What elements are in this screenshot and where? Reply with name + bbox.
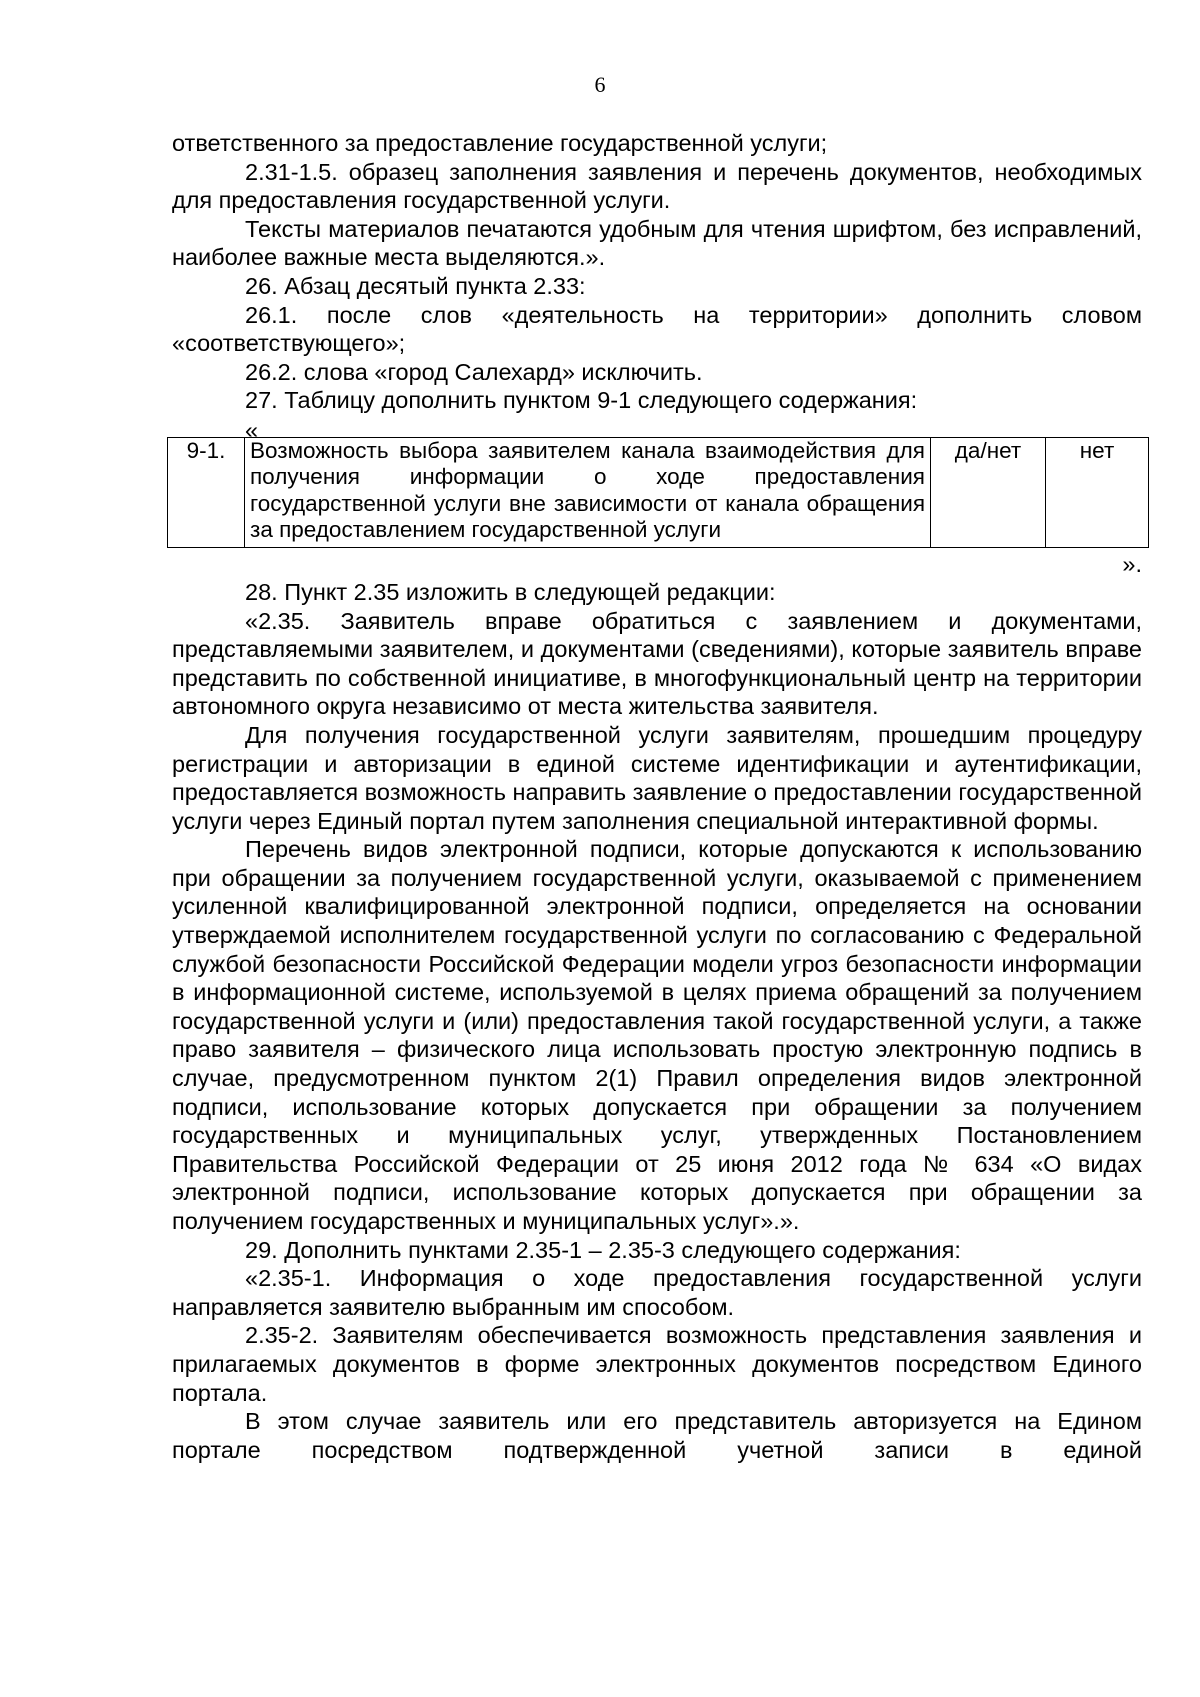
- page-number: 6: [594, 72, 606, 97]
- paragraph: Для получения государственной услуги заявителям, прошедшим процедуру регистрации и авторизации в единой системе идентификации и аутентификации, предоставляется возможность направить заявление о предоставлении государственной услуги через Единый портал путем заполнения специальной интерактивной формы.: [172, 721, 1142, 834]
- paragraph: 2.35-2. Заявителям обеспечивается возможность представления заявления и прилагаемых документов в форме электронных документов посредством Единого портала.: [172, 1322, 1142, 1406]
- closing-quote: ».: [1122, 550, 1142, 577]
- document-body: [172, 129, 1142, 1464]
- paragraph: ответственного за предоставление государственной услуги;: [172, 130, 828, 156]
- paragraph: 26. Абзац десятый пункта 2.33:: [245, 272, 586, 299]
- table-cell-value: нет: [1046, 437, 1149, 547]
- table-cell-description: Возможность выбора заявителем канала взаимодействия для получения информации о ходе предоставления государственной услуги вне зависимости от канала обращения за предоставлением государственной услуги: [245, 437, 931, 547]
- opening-quote: «: [245, 416, 259, 443]
- table-row: [168, 437, 1149, 547]
- table-cell-value: да/нет: [931, 437, 1046, 547]
- paragraph: 26.1. после слов «деятельность на территории» дополнить словом «соответствующего»;: [172, 301, 1142, 357]
- paragraph: 26.2. слова «город Салехард» исключить.: [245, 358, 703, 385]
- paragraph: «2.35-1. Информация о ходе предоставления государственной услуги направляется заявителю выбранным им способом.: [172, 1265, 1142, 1320]
- inserted-table: [167, 437, 1149, 548]
- table-cell-number: 9-1.: [168, 437, 245, 547]
- paragraph: В этом случае заявитель или его представитель авторизуется на Едином портале посредством подтвержденной учетной записи в единой: [172, 1408, 1142, 1463]
- paragraph: 28. Пункт 2.35 изложить в следующей редакции:: [245, 578, 776, 605]
- paragraph: «2.35. Заявитель вправе обратиться с заявлением и документами, представляемыми заявителем, и документами (сведениями), которые заявитель вправе представить по собственной инициативе, в многофункциональный центр на территории автономного округа независимо от места жительства заявителя.: [172, 607, 1142, 720]
- paragraph: 2.31-1.5. образец заполнения заявления и перечень документов, необходимых для предоставления государственной услуги.: [172, 158, 1142, 214]
- paragraph: 29. Дополнить пунктами 2.35-1 – 2.35-3 следующего содержания:: [245, 1236, 961, 1263]
- paragraph: Тексты материалов печатаются удобным для чтения шрифтом, без исправлений, наиболее важные места выделяются.».: [172, 215, 1142, 271]
- paragraph: Перечень видов электронной подписи, которые допускаются к использованию при обращении за получением государственной услуги, оказываемой с применением усиленной квалифицированной электронной подписи, определяется на основании утверждаемой исполнителем государственной услуги по согласованию с Федеральной службой безопасности Российской Федерации модели угроз безопасности информации в информационной системе, используемой в целях приема обращений за получением государственной услуги и (или) предоставления такой государственной услуги, а также право заявителя – физического лица использовать простую электронную подпись в случае, предусмотренном пунктом 2(1) Правил определения видов электронной подписи, использование которых допускается при обращении за получением государственных и муниципальных услуг, утвержденных Постановлением Правительства Российской Федерации от 25 июня 2012 года № 634 «О видах электронной подписи, использование которых допускается при обращении за получением государственных и муниципальных услуг».».: [172, 836, 1142, 1234]
- paragraph: 27. Таблицу дополнить пунктом 9-1 следующего содержания:: [245, 387, 918, 414]
